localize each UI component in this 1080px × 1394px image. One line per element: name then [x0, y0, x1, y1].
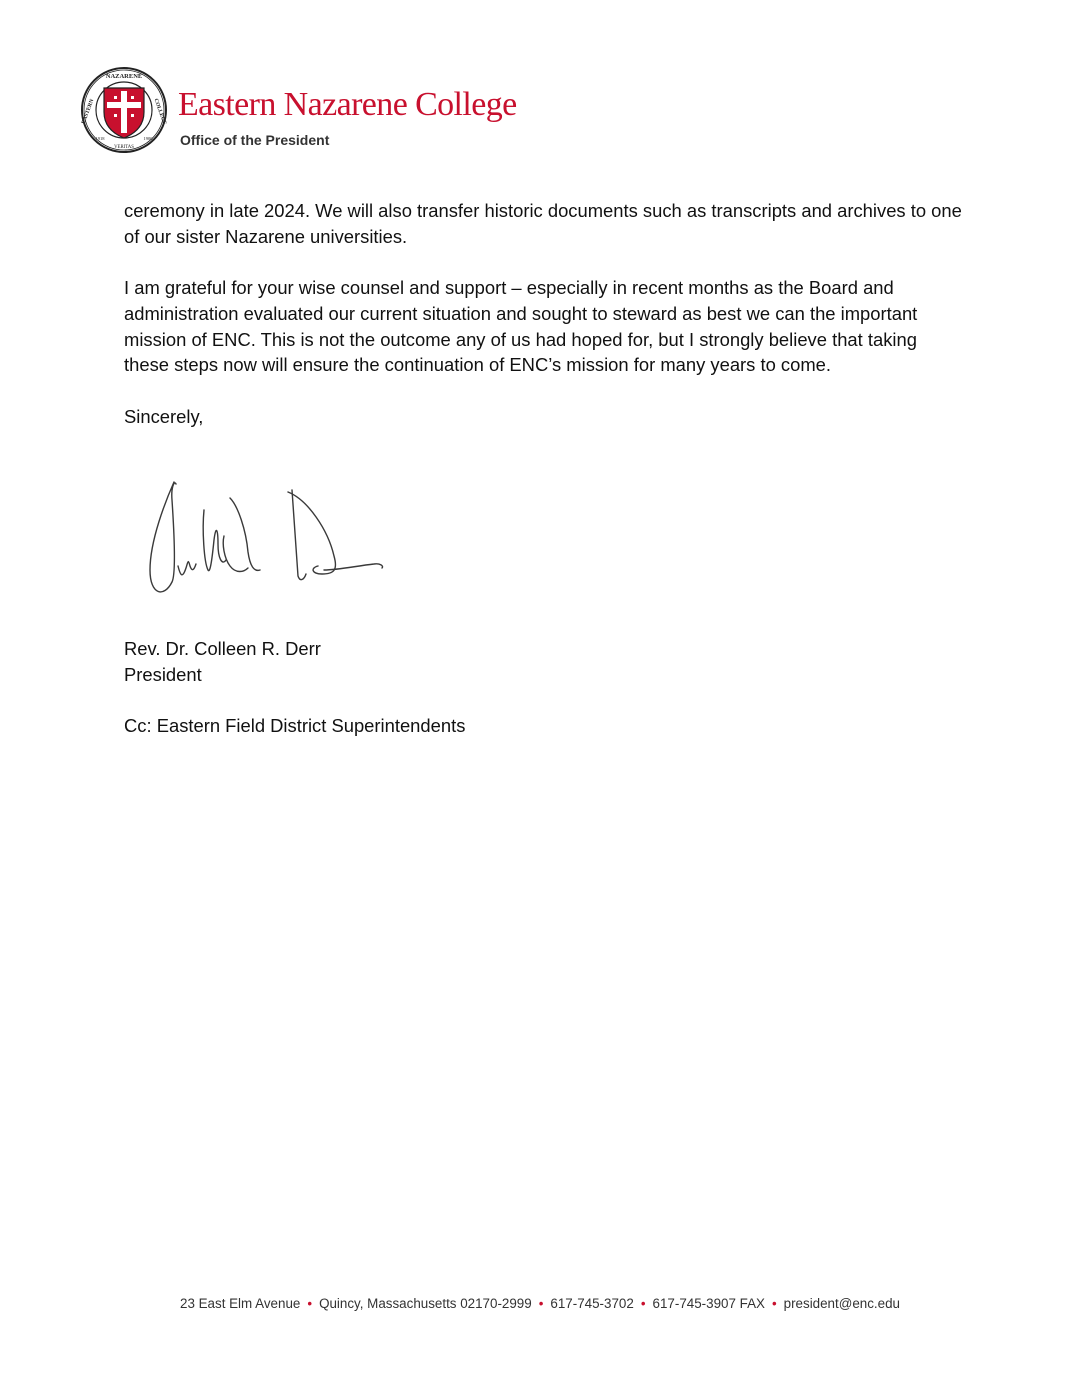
body-paragraph: I am grateful for your wise counsel and support – especially in recent months as the Board and administration evaluated our current situation and sought to steward as best we can the important mission of ENC. This is not the outcome any of us had hoped for, but I strongly believe that taking these steps now will ensure the continuation of ENC’s mission for many years to come.	[124, 277, 918, 376]
signature-block	[124, 636, 321, 687]
bullet-icon: •	[538, 1296, 544, 1311]
seal-right-text: COLLEGE	[152, 97, 168, 126]
footer-fax: 617-745-3907 FAX	[652, 1296, 765, 1311]
seal-top-text: NAZARENE	[105, 73, 143, 80]
signer-name: Rev. Dr. Colleen R. Derr	[124, 638, 321, 659]
signer-title: President	[124, 663, 202, 685]
footer-address: 23 East Elm Avenue	[180, 1296, 301, 1311]
footer	[0, 1294, 1080, 1314]
seal-left-text: EASTERN	[80, 98, 96, 125]
bullet-icon: •	[771, 1296, 777, 1311]
cc-line: Cc: Eastern Field District Superintendents	[124, 715, 466, 736]
college-seal-icon	[80, 66, 168, 154]
footer-phone: 617-745-3702	[550, 1296, 634, 1311]
bullet-icon: •	[307, 1296, 313, 1311]
footer-email[interactable]: president@enc.edu	[783, 1296, 900, 1311]
footer-city: Quincy, Massachusetts 02170-2999	[319, 1296, 532, 1311]
letter-body	[124, 198, 964, 455]
bullet-icon: •	[640, 1296, 646, 1311]
seal-year-left: 1918	[95, 136, 105, 141]
letterhead	[80, 66, 560, 158]
office-name: Office of the President	[180, 132, 330, 148]
seal-year-right: 1900	[143, 136, 153, 141]
signature-image	[138, 470, 398, 610]
college-name: Eastern Nazarene College	[178, 86, 517, 123]
seal-motto: VERITAS	[114, 145, 134, 150]
body-paragraph: ceremony in late 2024. We will also transfer historic documents such as transcripts and archives to one of our sister Nazarene universities.	[124, 200, 962, 247]
closing-salutation: Sincerely,	[124, 405, 204, 427]
